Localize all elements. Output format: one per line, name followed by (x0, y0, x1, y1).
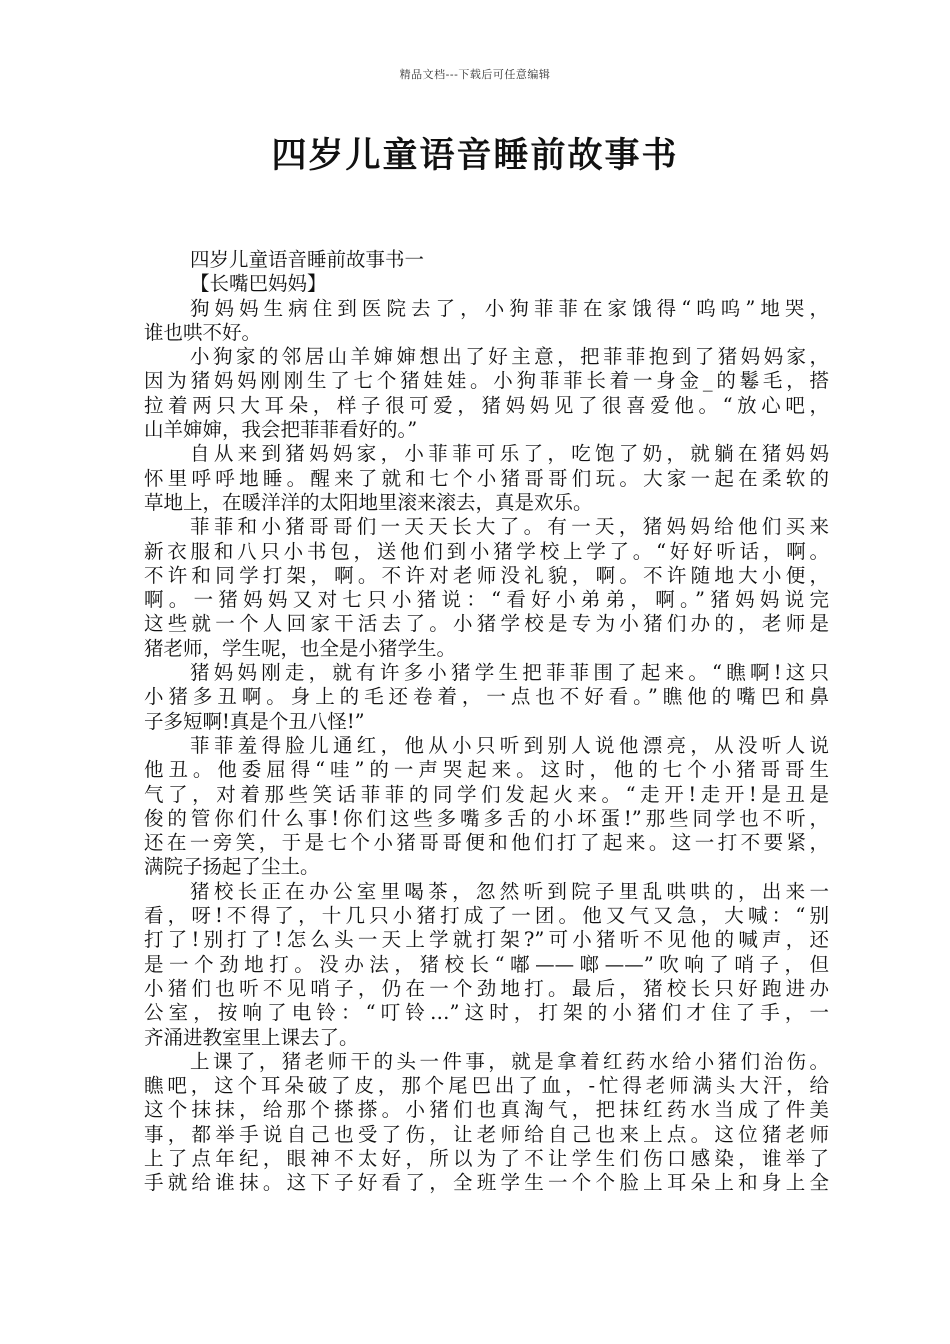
paragraph-line: 啊。一猪妈妈又对七只小猪说：“看好小弟弟，啊。”猪妈妈说完 (144, 588, 829, 612)
paragraph-line: 这个抹抹，给那个搽搽。小猪们也真淘气，把抹红药水当成了件美 (144, 1098, 829, 1122)
paragraph-line: 看，呀!不得了，十几只小猪打成了一团。他又气又急，大喊：“别 (144, 904, 829, 928)
paragraph-first-line: 猪妈妈刚走，就有许多小猪学生把菲菲围了起来。“瞧啊!这只 (190, 661, 829, 685)
paragraph-first-line: 自从来到猪妈妈家，小菲菲可乐了，吃饱了奶，就躺在猪妈妈 (190, 442, 829, 466)
paragraph-first-line: 上课了，猪老师干的头一件事，就是拿着红药水给小猪们治伤。 (190, 1049, 829, 1073)
paragraph-line: 子多短啊!真是个丑八怪!” (144, 709, 365, 733)
paragraph-line: 谁也哄不好。 (144, 320, 262, 344)
paragraph-line: 不许和同学打架，啊。不许对老师没礼貌，啊。不许随地大小便， (144, 563, 829, 587)
paragraph-line: 事，都举手说自己也受了伤，让老师给自己也来上点。这位猪老师 (144, 1122, 829, 1146)
paragraph-line: 猪老师，学生呢，也全是小猪学生。 (144, 636, 457, 660)
paragraph-line: 怀里呼呼地睡。醒来了就和七个小猪哥哥们玩。大家一起在柔软的 (144, 466, 829, 490)
paragraph-line: 齐涌进教室里上课去了。 (144, 1025, 359, 1049)
paragraph-line: 草地上，在暖洋洋的太阳地里滚来滚去，真是欢乐。 (144, 490, 593, 514)
header-note: 精品文档---下载后可任意编辑 (399, 68, 551, 81)
paragraph-line: 上了点年纪，眼神不太好，所以为了不让学生们伤口感染，谁举了 (144, 1146, 829, 1170)
paragraph-line: 山羊婶婶，我会把菲菲看好的。” (144, 418, 418, 442)
paragraph-line: 气了，对着那些笑话菲菲的同学们发起火来。“走开!走开!是丑是 (144, 782, 829, 806)
paragraph-first-line: 小狗家的邻居山羊婶婶想出了好主意，把菲菲抱到了猪妈妈家， (190, 345, 829, 369)
document-body (144, 248, 829, 1196)
paragraph-first-line: 菲菲羞得脸儿通红，他从小只听到别人说他漂亮，从没听人说 (190, 733, 829, 757)
paragraph-first-line: 猪校长正在办公室里喝茶，忽然听到院子里乱哄哄的，出来一 (190, 879, 829, 903)
paragraph-first-line: 【长嘴巴妈妈】 (190, 272, 327, 296)
paragraph-line: 这些就一个人回家干活去了。小猪学校是专为小猪们办的，老师是 (144, 612, 829, 636)
paragraph-line: 俊的管你们什么事!你们这些多嘴多舌的小坏蛋!”那些同学也不听， (144, 806, 829, 830)
paragraph-line: 小猪们也听不见哨子，仍在一个劲地打。最后，猪校长只好跑进办 (144, 976, 829, 1000)
paragraph-line: 打了!别打了!怎么头一天上学就打架?”可小猪听不见他的喊声，还 (144, 928, 829, 952)
paragraph-line: 他丑。他委屈得“哇”的一声哭起来。这时，他的七个小猪哥哥生 (144, 758, 829, 782)
paragraph-line: 拉着两只大耳朵，样子很可爱，猪妈妈见了很喜爱他。“放心吧， (144, 393, 829, 417)
paragraph-line: 满院子扬起了尘土。 (144, 855, 320, 879)
paragraph-line: 手就给谁抹。这下子好看了，全班学生一个个脸上耳朵上和身上全 (144, 1171, 829, 1195)
paragraph-line: 还在一旁笑，于是七个小猪哥哥便和他们打了起来。这一打不要紧， (144, 831, 829, 855)
paragraph-first-line: 四岁儿童语音睡前故事书一 (190, 248, 425, 271)
paragraph-line: 新衣服和八只小书包，送他们到小猪学校上学了。“好好听话，啊。 (144, 539, 829, 563)
document-title: 四岁儿童语音睡前故事书 (271, 136, 679, 176)
paragraph-line: 因为猪妈妈刚刚生了七个猪娃娃。小狗菲菲长着一身金_的鬈毛，搭 (144, 369, 829, 393)
paragraph-line: 是一个劲地打。没办法，猪校长“嘟——啷——”吹响了哨子，但 (144, 952, 829, 976)
paragraph-line: 小猪多丑啊。身上的毛还卷着，一点也不好看。”瞧他的嘴巴和鼻 (144, 685, 829, 709)
paragraph-first-line: 菲菲和小猪哥哥们一天天长大了。有一天，猪妈妈给他们买来 (190, 515, 829, 539)
paragraph-line: 瞧吧，这个耳朵破了皮，那个尾巴出了血，-忙得老师满头大汗，给 (144, 1074, 829, 1098)
paragraph-first-line: 狗妈妈生病住到医院去了，小狗菲菲在家饿得“呜呜”地哭， (190, 296, 829, 320)
paragraph-line: 公室，按响了电铃：“叮铃…”这时，打架的小猪们才住了手，一 (144, 1001, 829, 1025)
